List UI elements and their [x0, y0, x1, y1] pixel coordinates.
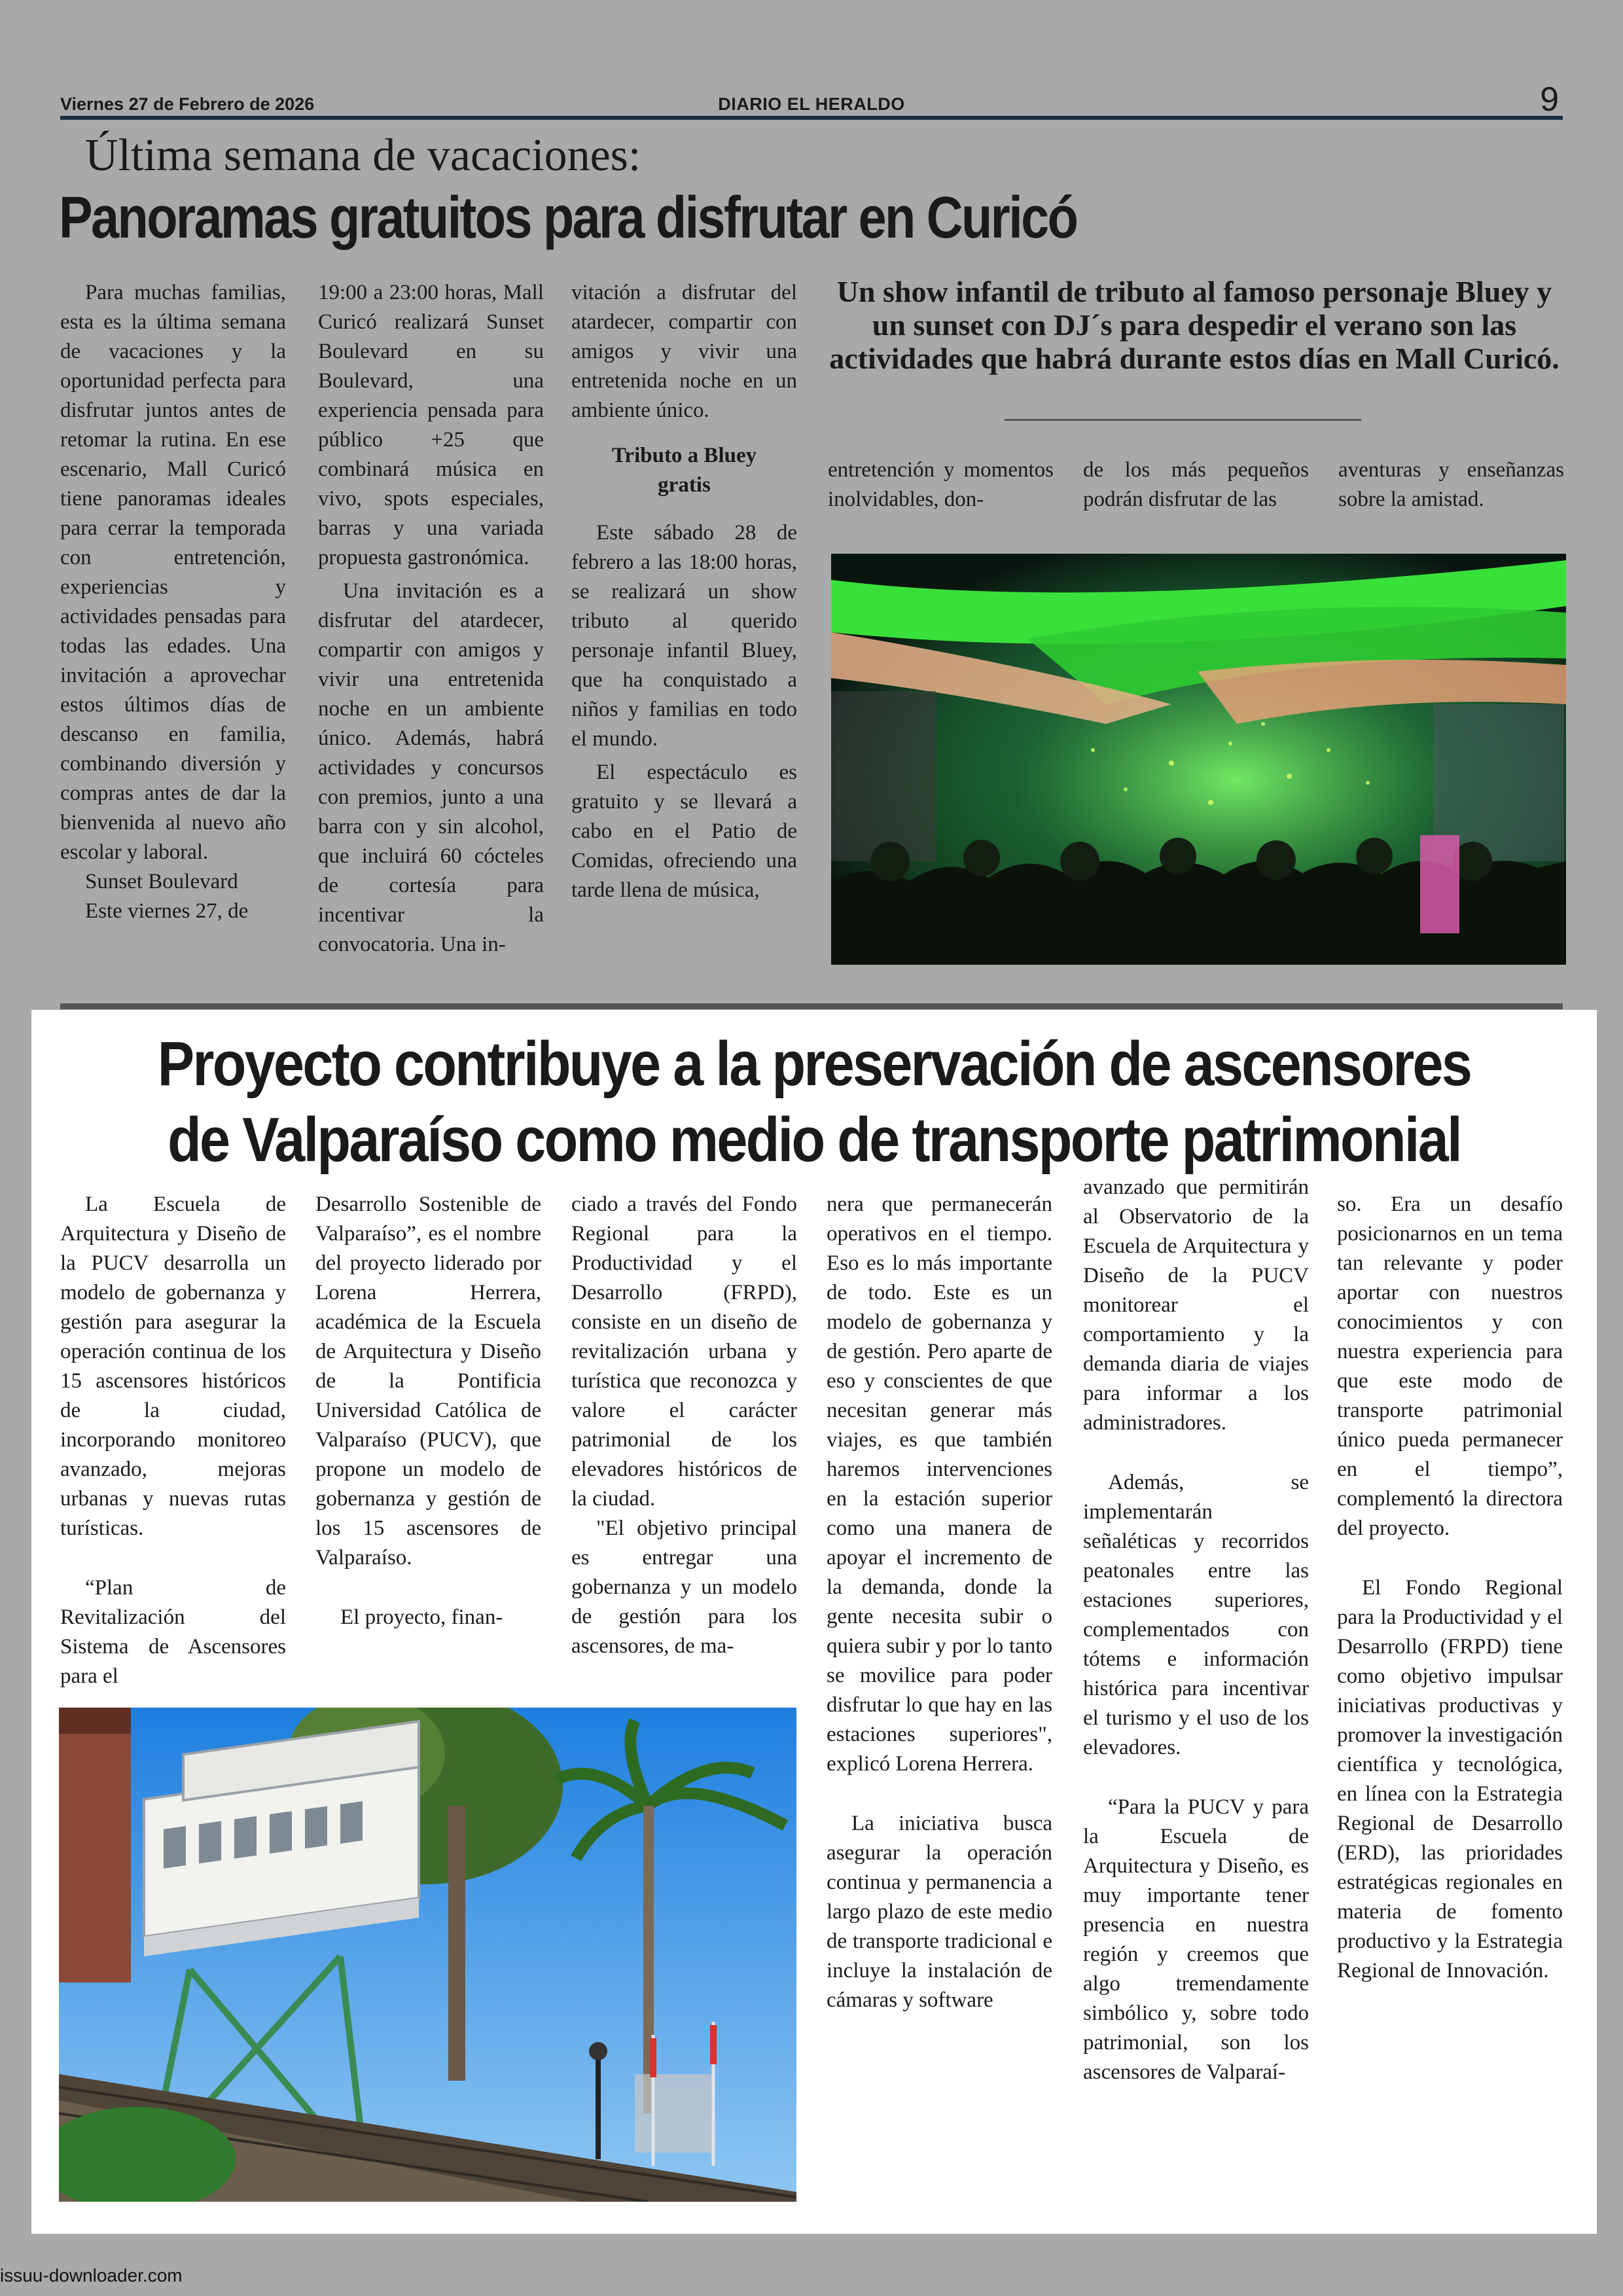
paragraph: "El objetivo principal es entregar una gobernanza y un modelo de gestión para los ascensores, de ma-	[571, 1516, 797, 1658]
paragraph: El Fondo Regional para la Productividad y el Desarrollo (FRPD) tiene como objetivo impulsar iniciativas productivas y promover la investigación científica y tecnológica, en línea con la Estrategia Regional de Desarrollo (ERD), las prioridades estratégicas regionales en materia de fomento productivo y la Estrategia Regional de Innovación.	[1337, 1576, 1563, 1982]
footer-watermark: issuu-downloader.com	[0, 2265, 183, 2286]
article1-headline: Panoramas gratuitos para disfrutar en Curicó	[59, 185, 1077, 251]
page-header	[60, 81, 1563, 120]
article1-column-2	[318, 278, 544, 960]
paragraph: nera que permanecerán operativos en el tiempo. Eso es lo más importante de todo. Este es un modelo de gobernanza y de gestión. Pero aparte de eso y conscientes de que necesitan generar más viajes, es que también haremos intervenciones en la estación superior como una manera de apoyar el incremento de la demanda, donde la gente necesita subir o quiera subir y por lo tanto se movilice para poder disfrutar lo que hay en las estaciones superiores", explicó Lorena Herrera.	[827, 1193, 1052, 1776]
paragraph: de los más pequeños podrán disfrutar de las	[1083, 458, 1309, 511]
paragraph: Este sábado 28 de febrero a las 18:00 horas, se realizará un show tributo al querido personaje infantil Bluey, que ha conquistado a niños y familias en todo el mundo.	[571, 521, 797, 751]
page-number: 9	[1540, 81, 1559, 118]
paragraph: La Escuela de Arquitectura y Diseño de la PUCV desarrolla un modelo de gobernanza y gestión para asegurar la operación continua de los 15 ascensores históricos de la ciudad, incorporando monitoreo avanzado, mejoras urbanas y nuevas rutas turísticas.	[60, 1193, 286, 1540]
article1-column-5	[1083, 456, 1309, 514]
paragraph: 19:00 a 23:00 horas, Mall Curicó realizará Sunset Boulevard en su Boulevard, una experiencia pensada para público +25 que combinará música en vivo, spots especiales, barras y una variada propuesta gastronómica.	[318, 281, 544, 569]
lead-divider	[1005, 419, 1361, 421]
funicular-photo	[59, 1708, 796, 2202]
article2-column-4	[827, 1190, 1052, 2015]
paragraph: El proyecto, finan-	[340, 1605, 503, 1629]
article2-column-5	[1083, 1173, 1309, 2087]
paragraph: Una invitación es a disfrutar del atardecer, compartir con amigos y vivir una entretenida noche en un ambiente único. Además, habrá actividades y concursos con premios, junto a una barra con y sin alcohol, que incluirá 60 cócteles de cortesía para incentivar la convocatoria. Una in-	[318, 579, 544, 956]
funicular-illustration	[59, 1708, 796, 2202]
paragraph: Este viernes 27, de	[85, 899, 249, 923]
paragraph: La iniciativa busca asegurar la operación continua y permanencia a largo plazo de este medio de transporte tradicional e incluye la instalación de cámaras y software	[827, 1812, 1052, 2012]
section-separator	[60, 1003, 1563, 1009]
concert-photo	[831, 554, 1566, 965]
headline-line-2: de Valparaíso como medio de transporte patrimonial	[168, 1105, 1461, 1175]
article1-lead: Un show infantil de tributo al famoso personaje Bluey y un sunset con DJ´s para despedir el verano son las actividades que habrá durante estos días en Mall Curicó.	[829, 275, 1560, 375]
paragraph: aventuras y enseñanzas sobre la amistad.	[1338, 458, 1564, 511]
headline-line-1: Proyecto contribuye a la preservación de ascensores	[157, 1029, 1471, 1099]
paragraph: Desarrollo Sostenible de Valparaíso”, es el nombre del proyecto liderado por Lorena Herrera, académica de la Escuela de Arquitectura y Diseño de la Pontificia Universidad Católica de Valparaíso (PUCV), que propone un modelo de gobernanza y gestión de los 15 ascensores de Valparaíso.	[315, 1193, 541, 1570]
paragraph: “Plan de Revitalización del Sistema de Ascensores para el	[60, 1576, 286, 1688]
paragraph: ciado a través del Fondo Regional para la Productividad y el Desarrollo (FRPD), consiste en un diseño de revitalización urbana y turística que reconozca y valore el carácter patrimonial de los elevadores históricos de la ciudad.	[571, 1193, 797, 1511]
paragraph: Además, se implementarán señaléticas y recorridos peatonales entre las estaciones superiores, complementados con tótems e información histórica para incentivar el turismo y el uso de los elevadores.	[1083, 1471, 1309, 1759]
paragraph: Para muchas familias, esta es la última semana de vacaciones y la oportunidad perfecta para disfrutar juntos antes de retomar la rutina. En ese escenario, Mall Curicó tiene panoramas ideales para cerrar la temporada con entretención, experiencias y actividades pensadas para todas las edades. Una invitación a aprovechar estos últimos días de descanso en familia, combinando diversión y compras antes de dar la bienvenida al nuevo año escolar y laboral.	[60, 281, 286, 864]
article2-column-3	[571, 1190, 797, 1661]
article1-kicker: Última semana de vacaciones:	[85, 130, 641, 181]
article2-headline	[31, 1026, 1597, 1178]
paragraph: avanzado que permitirán al Observatorio de la Escuela de Arquitectura y Diseño de la PUCV monitorear el comportamiento y la demanda diaria de viajes para informar a los administradores.	[1083, 1175, 1309, 1435]
paragraph: entretención y momentos inolvidables, don-	[828, 458, 1054, 511]
article1-column-1	[60, 278, 286, 926]
article2-column-2	[315, 1190, 541, 1632]
section-subtitle: Sunset Boulevard	[85, 870, 238, 893]
section-subtitle: Tributo a Bluey gratis	[611, 444, 757, 497]
paragraph: “Para la PUCV y para la Escuela de Arquitectura y Diseño, es muy importante tener presencia en nuestra región y creemos que algo tremendamente simbólico y, sobre todo patrimonial, son los ascensores de Valparaí-	[1083, 1795, 1309, 2084]
paragraph: El espectáculo es gratuito y se llevará a cabo en el Patio de Comidas, ofreciendo una tarde llena de música,	[571, 761, 797, 902]
article2-column-1	[60, 1190, 286, 1691]
paragraph: so. Era un desafío posicionarnos en un tema tan relevante y poder aportar con nuestros conocimientos y con nuestra experiencia para que este modo de transporte patrimonial único pueda permanecer en el tiempo”, complementó la directora del proyecto.	[1337, 1193, 1563, 1540]
article1-column-4	[828, 456, 1054, 514]
header-paper-name: DIARIO EL HERALDO	[718, 94, 905, 114]
header-date: Viernes 27 de Febrero de 2026	[60, 94, 315, 114]
paragraph: vitación a disfrutar del atardecer, compartir con amigos y vivir una entretenida noche en un ambiente único.	[571, 281, 797, 422]
article2-column-6	[1337, 1190, 1563, 1986]
concert-illustration	[831, 554, 1566, 965]
article1-column-3	[571, 278, 797, 905]
article1-column-6	[1338, 456, 1564, 514]
